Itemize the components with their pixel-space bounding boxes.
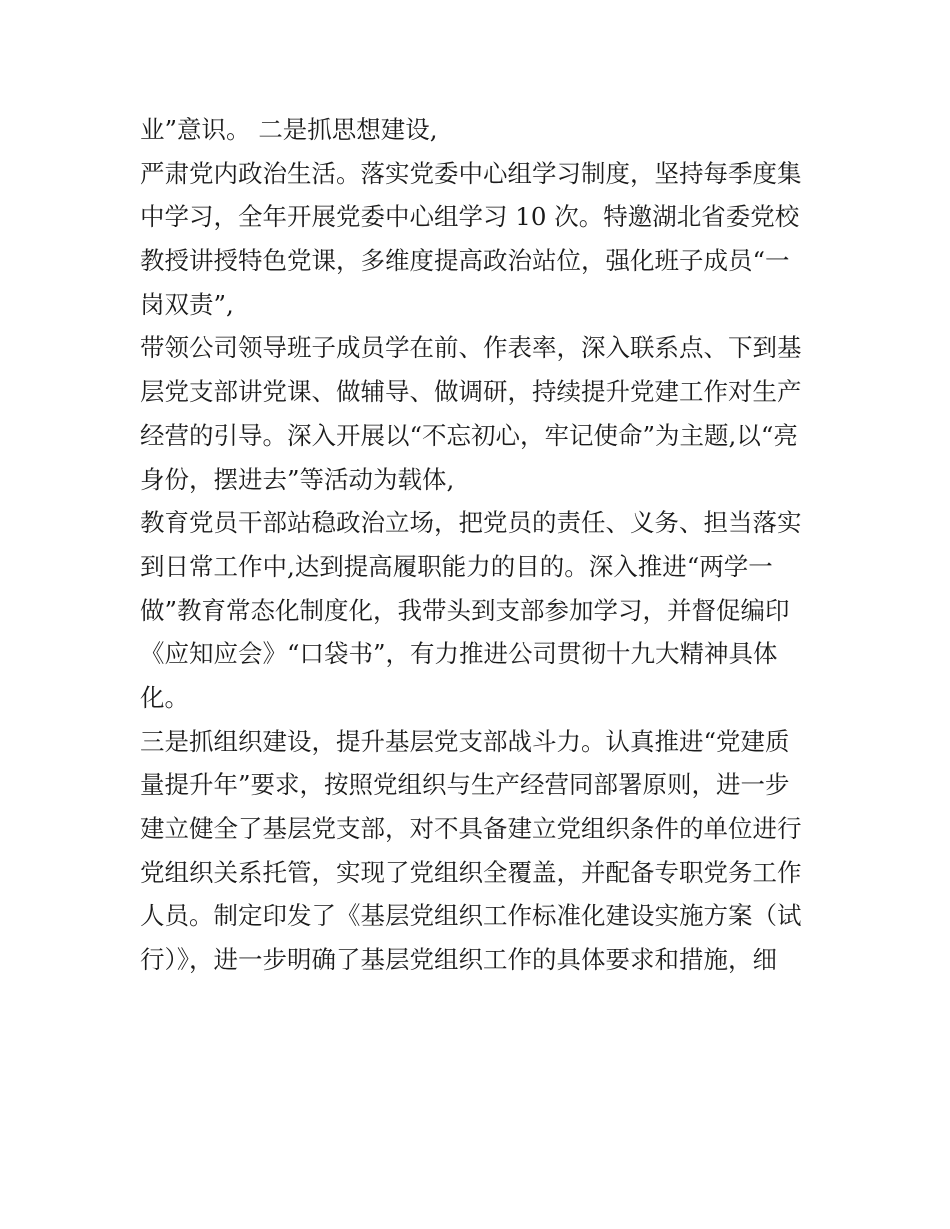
- text-line-4: 教授讲授特色党课，多维度提高政治站位，强化班子成员“一: [140, 246, 790, 276]
- text-line-13: 《应知应会》“口袋书”，有力推进公司贯彻十九大精神具体: [140, 639, 778, 669]
- text-line-6: 带领公司领导班子成员学在前、作表率，深入联系点、下到基: [140, 333, 802, 363]
- text-line-8: 经营的引导。深入开展以“不忘初心，牢记使命”为主题,以“亮: [140, 420, 798, 450]
- text-line-12: 做”教育常态化制度化，我带头到支部参加学习，并督促编印: [140, 595, 790, 625]
- text-line-18: 党组织关系托管，实现了党组织全覆盖，并配备专职党务工作: [140, 857, 802, 887]
- text-line-9: 身份，摆进去”等活动为载体,: [140, 464, 455, 494]
- text-line-17: 建立健全了基层党支部，对不具备建立党组织条件的单位进行: [140, 814, 802, 843]
- text-line-11: 到日常工作中,达到提高履职能力的目的。深入推进“两学一: [140, 551, 773, 581]
- text-line-1: 业”意识。 二是抓思想建设,: [140, 115, 438, 144]
- text-line-14: 化。: [140, 682, 189, 712]
- text-line-2: 严肃党内政治生活。落实党委中心组学习制度，坚持每季度集: [140, 158, 802, 188]
- text-line-3: 中学习，全年开展党委中心组学习 10 次。特邀湖北省委党校: [140, 202, 800, 232]
- text-line-10: 教育党员干部站稳政治立场，把党员的责任、义务、担当落实: [140, 508, 802, 538]
- document-body: [140, 108, 820, 982]
- text-line-16: 量提升年”要求，按照党组织与生产经营同部署原则，进一步: [140, 770, 790, 800]
- text-line-7: 层党支部讲党课、做辅导、做调研，持续提升党建工作对生产: [140, 377, 802, 407]
- text-line-15: 三是抓组织建设，提升基层党支部战斗力。认真推进“党建质: [140, 726, 790, 756]
- text-line-20: 行）》，进一步明确了基层党组织工作的具体要求和措施，细: [140, 945, 777, 975]
- text-line-19: 人员。制定印发了《基层党组织工作标准化建设实施方案（试: [140, 901, 802, 931]
- text-line-5: 岗双责”,: [140, 289, 234, 319]
